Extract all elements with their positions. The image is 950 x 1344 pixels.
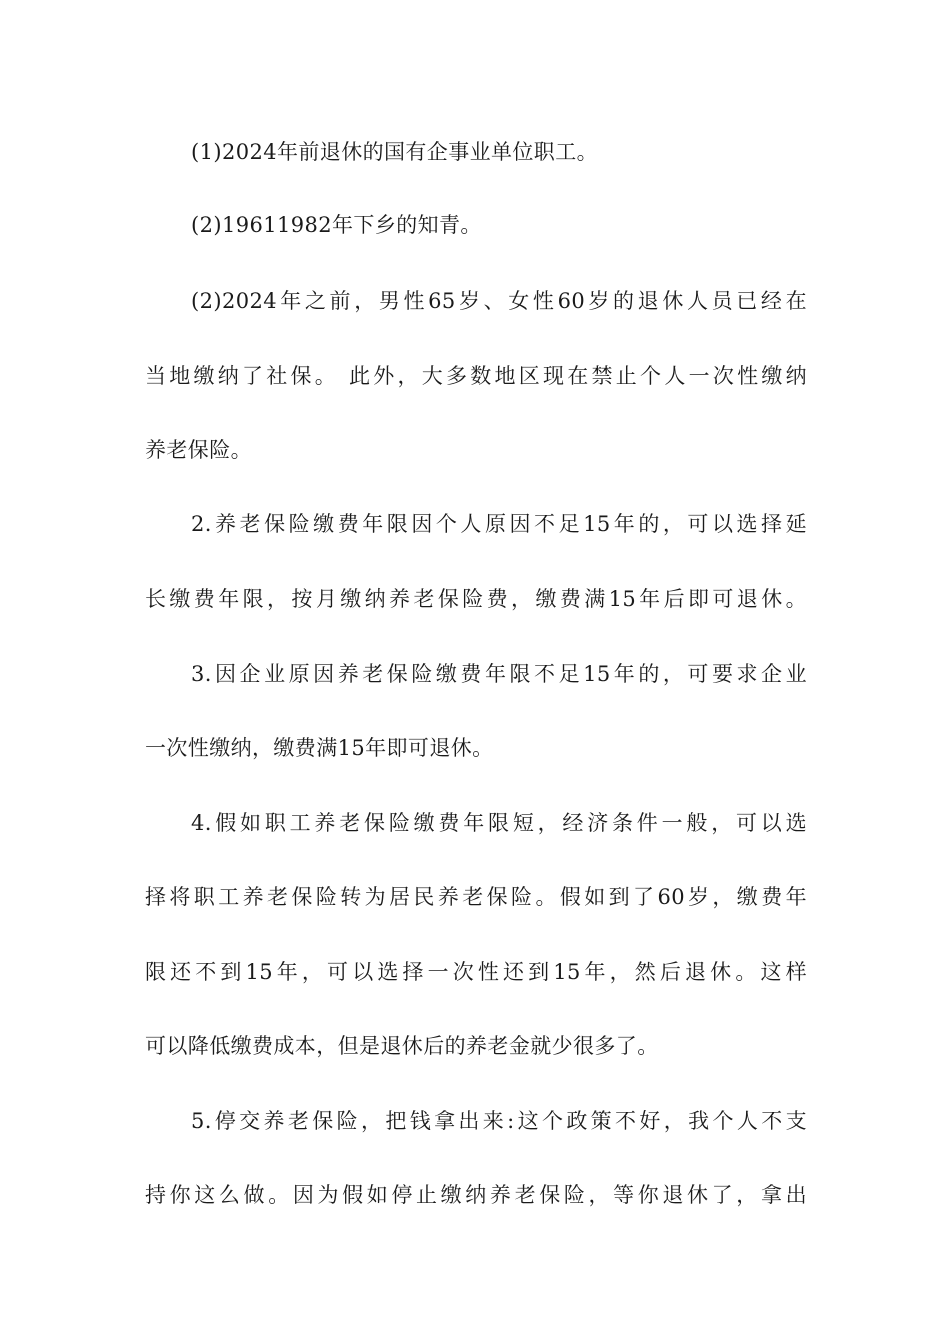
paragraph-line: 择将职工养老保险转为居民养老保险。假如到了60岁，缴费年 bbox=[145, 885, 807, 909]
paragraph-line: 当地缴纳了社保。 此外，大多数地区现在禁止个人一次性缴纳 bbox=[145, 364, 807, 388]
paragraph-line: 一次性缴纳，缴费满15年即可退休。 bbox=[145, 736, 494, 760]
paragraph-line: 4.假如职工养老保险缴费年限短，经济条件一般，可以选 bbox=[191, 811, 807, 835]
paragraph-line: 可以降低缴费成本，但是退休后的养老金就少很多了。 bbox=[145, 1034, 659, 1058]
paragraph-line: 长缴费年限，按月缴纳养老保险费，缴费满15年后即可退休。 bbox=[145, 587, 807, 611]
paragraph-line: 3.因企业原因养老保险缴费年限不足15年的，可要求企业 bbox=[191, 662, 807, 686]
paragraph-line: 2.养老保险缴费年限因个人原因不足15年的，可以选择延 bbox=[191, 512, 807, 536]
paragraph-line: 养老保险。 bbox=[145, 438, 252, 462]
paragraph-line: (2)19611982年下乡的知青。 bbox=[191, 213, 482, 237]
paragraph-line: (2)2024年之前，男性65岁、女性60岁的退休人员已经在 bbox=[191, 289, 807, 313]
paragraph-line: 限还不到15年，可以选择一次性还到15年，然后退休。这样 bbox=[145, 960, 807, 984]
paragraph-line: 持你这么做。因为假如停止缴纳养老保险，等你退休了，拿出 bbox=[145, 1183, 807, 1207]
paragraph-line: 5.停交养老保险，把钱拿出来:这个政策不好，我个人不支 bbox=[191, 1109, 807, 1133]
paragraph-line: (1)2024年前退休的国有企事业单位职工。 bbox=[191, 140, 598, 164]
